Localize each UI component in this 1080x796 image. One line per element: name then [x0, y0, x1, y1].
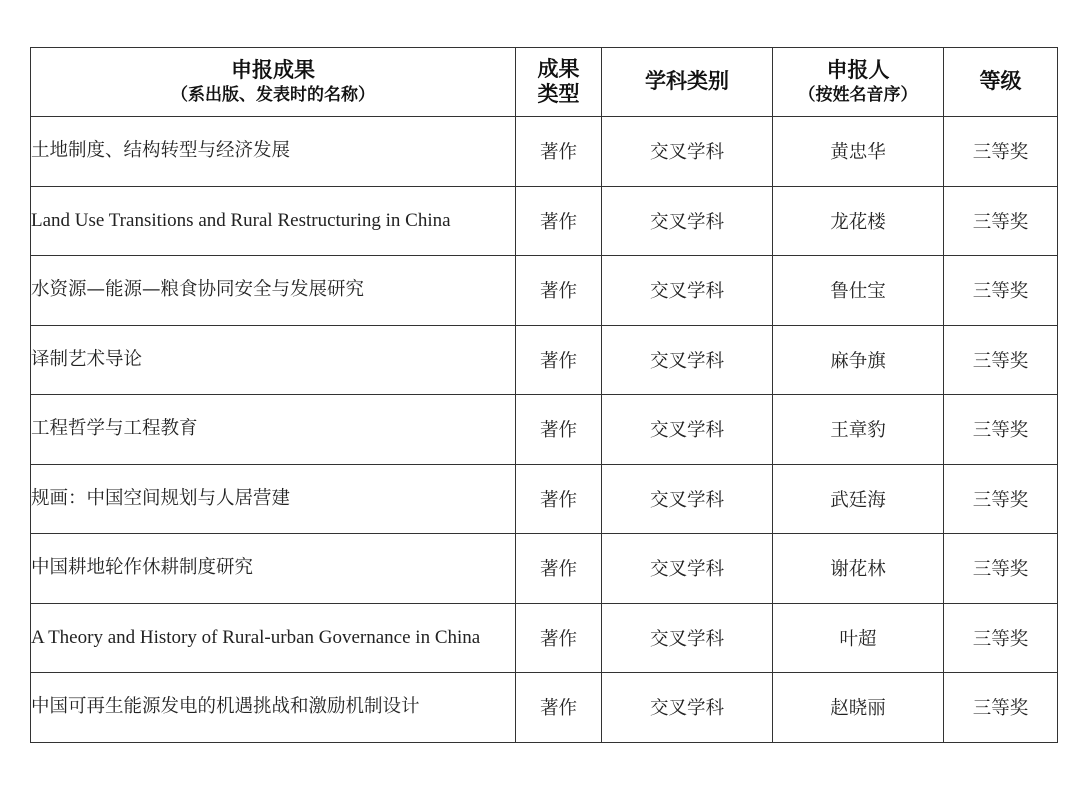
- header-type: [516, 48, 602, 117]
- cell-grade: 三等奖: [944, 673, 1058, 743]
- table-row: [31, 117, 1058, 187]
- table-row: [31, 256, 1058, 326]
- cell-applicant: 谢花林: [773, 534, 944, 604]
- cell-type: 著作: [516, 117, 602, 187]
- header-subject: 学科类别: [602, 48, 773, 117]
- cell-subject: 交叉学科: [602, 325, 773, 395]
- cell-title: 工程哲学与工程教育: [31, 395, 516, 465]
- cell-title: 水资源—能源—粮食协同安全与发展研究: [31, 256, 516, 326]
- cell-type: 著作: [516, 603, 602, 673]
- cell-type: 著作: [516, 534, 602, 604]
- cell-applicant: 黄忠华: [773, 117, 944, 187]
- cell-subject: 交叉学科: [602, 603, 773, 673]
- cell-applicant: 鲁仕宝: [773, 256, 944, 326]
- cell-title: 中国耕地轮作休耕制度研究: [31, 534, 516, 604]
- cell-subject: 交叉学科: [602, 395, 773, 465]
- header-title-sub: （系出版、发表时的名称）: [171, 85, 375, 106]
- table-row: [31, 534, 1058, 604]
- cell-title: 中国可再生能源发电的机遇挑战和激励机制设计: [31, 673, 516, 743]
- award-table: [30, 47, 1058, 743]
- header-type-line1: 成果: [537, 56, 580, 81]
- cell-title: 土地制度、结构转型与经济发展: [31, 117, 516, 187]
- table-row: [31, 673, 1058, 743]
- cell-grade: 三等奖: [944, 603, 1058, 673]
- cell-title: 译制艺术导论: [31, 325, 516, 395]
- cell-subject: 交叉学科: [602, 534, 773, 604]
- cell-type: 著作: [516, 395, 602, 465]
- table-row: [31, 395, 1058, 465]
- cell-applicant: 王章豹: [773, 395, 944, 465]
- cell-applicant: 龙花楼: [773, 186, 944, 256]
- header-applicant-sub: （按姓名音序）: [798, 85, 918, 106]
- table-header-row: [31, 48, 1058, 117]
- cell-applicant: 麻争旗: [773, 325, 944, 395]
- cell-type: 著作: [516, 256, 602, 326]
- header-title-main: 申报成果: [231, 58, 315, 83]
- header-grade: 等级: [944, 48, 1058, 117]
- cell-title: 规画：中国空间规划与人居营建: [31, 464, 516, 534]
- table-row: [31, 603, 1058, 673]
- header-title: [31, 48, 516, 117]
- cell-title: A Theory and History of Rural-urban Governance in China: [31, 603, 516, 673]
- cell-type: 著作: [516, 464, 602, 534]
- cell-type: 著作: [516, 186, 602, 256]
- cell-subject: 交叉学科: [602, 186, 773, 256]
- cell-subject: 交叉学科: [602, 464, 773, 534]
- cell-type: 著作: [516, 325, 602, 395]
- cell-subject: 交叉学科: [602, 256, 773, 326]
- cell-grade: 三等奖: [944, 534, 1058, 604]
- table-row: [31, 186, 1058, 256]
- cell-subject: 交叉学科: [602, 673, 773, 743]
- header-applicant-main: 申报人: [826, 58, 890, 83]
- header-type-line2: 类型: [537, 82, 580, 106]
- cell-grade: 三等奖: [944, 464, 1058, 534]
- cell-applicant: 赵晓丽: [773, 673, 944, 743]
- table-row: [31, 464, 1058, 534]
- cell-title: Land Use Transitions and Rural Restructuring in China: [31, 186, 516, 256]
- cell-subject: 交叉学科: [602, 117, 773, 187]
- cell-grade: 三等奖: [944, 117, 1058, 187]
- cell-grade: 三等奖: [944, 325, 1058, 395]
- cell-type: 著作: [516, 673, 602, 743]
- cell-grade: 三等奖: [944, 395, 1058, 465]
- table-row: [31, 325, 1058, 395]
- cell-grade: 三等奖: [944, 256, 1058, 326]
- cell-applicant: 叶超: [773, 603, 944, 673]
- header-applicant: [773, 48, 944, 117]
- cell-grade: 三等奖: [944, 186, 1058, 256]
- cell-applicant: 武廷海: [773, 464, 944, 534]
